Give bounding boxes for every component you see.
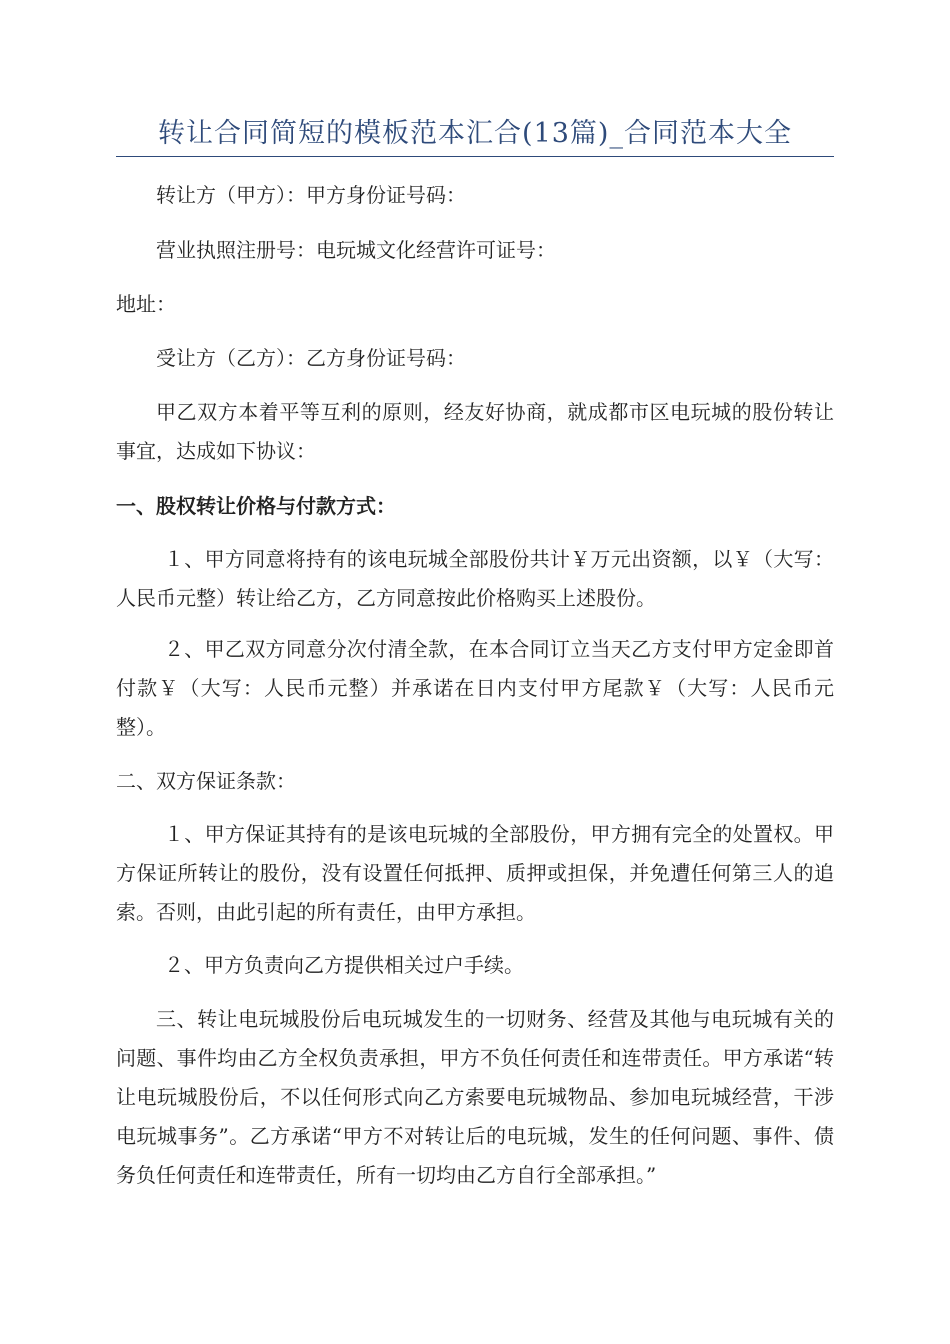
- paragraph-license: 营业执照注册号：电玩城文化经营许可证号：: [156, 238, 556, 262]
- title-block: [116, 112, 834, 157]
- clause-1-2: ２、甲乙双方同意分次付清全款，在本合同订立当天乙方支付甲方定金即首付款￥（大写：人民币元整）并承诺在日内支付甲方尾款￥（大写：人民币元整）。: [116, 637, 834, 739]
- document-title: 转让合同简短的模板范本汇合(13篇)_合同范本大全: [158, 118, 792, 149]
- section-3: 三、转让电玩城股份后电玩城发生的一切财务、经营及其他与电玩城有关的问题、事件均由乙方全权负责承担，甲方不负任何责任和连带责任。甲方承诺“转让电玩城股份后，不以任何形式向乙方索要电玩城物品、参加电玩城经营，干涉电玩城事务”。乙方承诺“甲方不对转让后的电玩城，发生的任何问题、事件、债务负任何责任和连带责任，所有一切均由乙方自行全部承担。”: [116, 1007, 834, 1187]
- paragraph-transferee: 受让方（乙方）：乙方身份证号码：: [156, 346, 466, 370]
- clause-2-2: ２、甲方负责向乙方提供相关过户手续。: [164, 953, 524, 977]
- clause-1-1: １、甲方同意将持有的该电玩城全部股份共计￥万元出资额，以￥（大写：人民币元整）转让给乙方，乙方同意按此价格购买上述股份。: [116, 547, 834, 610]
- section-heading-2: 二、双方保证条款：: [116, 769, 296, 793]
- paragraph-preamble: 甲乙双方本着平等互利的原则，经友好协商，就成都市区电玩城的股份转让事宜，达成如下协议：: [116, 400, 834, 463]
- paragraph-address: 地址：: [116, 292, 176, 316]
- clause-2-1: １、甲方保证其持有的是该电玩城的全部股份，甲方拥有完全的处置权。甲方保证所转让的股份，没有设置任何抵押、质押或担保，并免遭任何第三人的追索。否则，由此引起的所有责任，由甲方承担。: [116, 822, 834, 924]
- paragraph-transferor: 转让方（甲方）：甲方身份证号码：: [156, 183, 466, 207]
- section-heading-1: 一、股权转让价格与付款方式：: [116, 494, 396, 518]
